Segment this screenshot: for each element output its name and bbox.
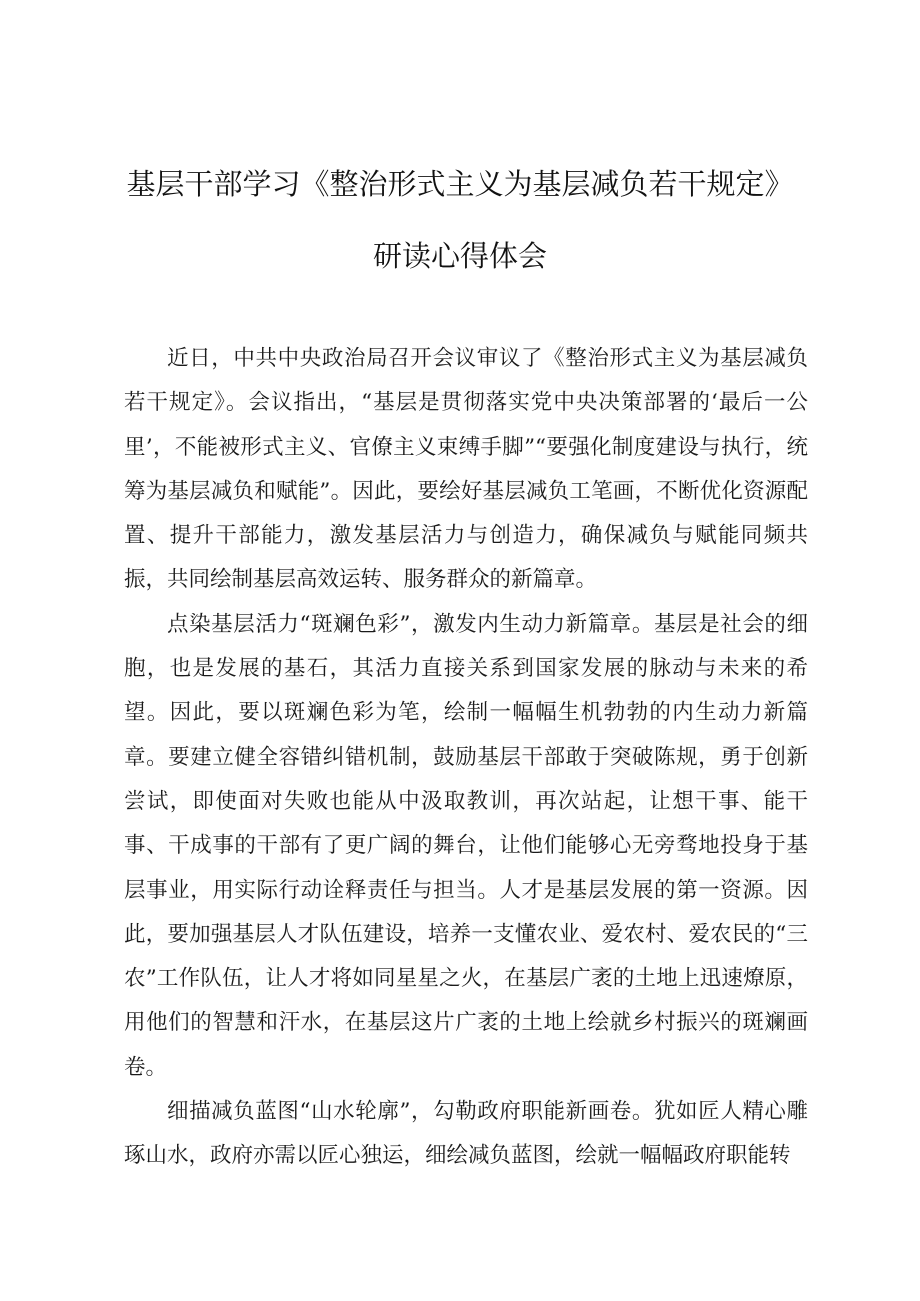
paragraph-blueprint: 细描减负蓝图“山水轮廓”，勾勒政府职能新画卷。犹如匠人精心雕琢山水，政府亦需以匠心独运，细绘减负蓝图，绘就一幅幅政府职能转 — [124, 1099, 808, 1169]
paragraph-intro: 近日，中共中央政治局召开会议审议了《整治形式主义为基层减负若干规定》。会议指出，“基层是贯彻落实党中央决策部署的‘最后一公里’，不能被形式主义、官僚主义束缚手脚”“要强化制度建设与执行，统筹为基层减负和赋能”。因此，要绘好基层减负工笔画，不断优化资源配置、提升干部能力，激发基层活力与创造力，确保减负与赋能同频共振，共同绘制基层高效运转、服务群众的新篇章。 — [124, 346, 808, 593]
paragraph-vitality: 点染基层活力“斑斓色彩”，激发内生动力新篇章。基层是社会的细胞，也是发展的基石，其活力直接关系到国家发展的脉动与未来的希望。因此，要以斑斓色彩为笔，绘制一幅幅生机勃勃的内生动力新篇章。要建立健全容错纠错机制，鼓励基层干部敢于突破陈规，勇于创新尝试，即使面对失败也能从中汲取教训，再次站起，让想干事、能干事、干成事的干部有了更广阔的舞台，让他们能够心无旁骛地投身于基层事业，用实际行动诠释责任与担当。人才是基层发展的第一资源。因此，要加强基层人才队伍建设，培养一支懂农业、爱农村、爱农民的“三农”工作队伍，让人才将如同星星之火，在基层广袤的土地上迅速燎原，用他们的智慧和汗水，在基层这片广袤的土地上绘就乡村振兴的斑斓画卷。 — [124, 611, 808, 1080]
document-body — [124, 337, 808, 1179]
document-title: 基层干部学习《整治形式主义为基层减负若干规定》研读心得体会 — [126, 167, 794, 273]
